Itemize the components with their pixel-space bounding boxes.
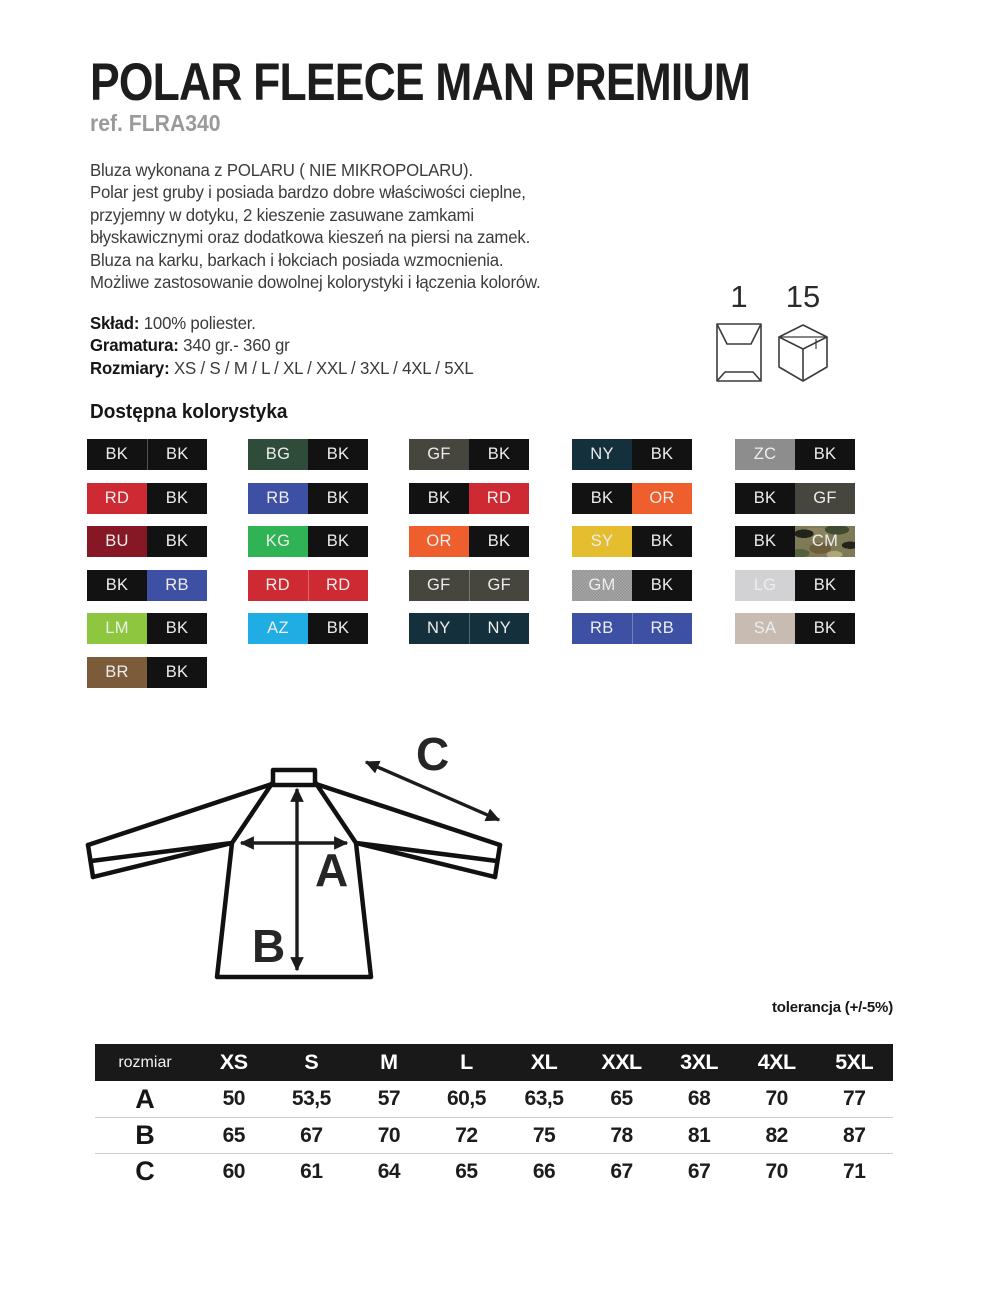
carton-pack: [776, 280, 830, 385]
color-swatch-bk-gf: [735, 483, 855, 514]
size-table: [95, 1044, 893, 1189]
measurement-value: 61: [300, 1159, 323, 1183]
color-swatch-ny-ny: [409, 613, 529, 644]
color-code: BG: [265, 445, 291, 463]
color-code: BK: [165, 619, 189, 638]
color-code: BK: [650, 445, 674, 463]
color-half-bg: [248, 439, 308, 470]
color-code: RB: [165, 575, 189, 594]
spec-line-gramatura: [90, 334, 474, 356]
color-code: OR: [649, 488, 675, 507]
color-swatch-ny-bk: [572, 439, 692, 470]
color-swatch-or-bk: [409, 526, 529, 557]
color-code: BK: [326, 619, 350, 638]
color-grid: [0, 439, 1000, 694]
color-half-br: [87, 657, 147, 688]
color-half-bk: [795, 613, 855, 644]
color-code: GF: [426, 575, 451, 594]
measurement-value: 50: [222, 1087, 245, 1110]
color-code: BK: [590, 488, 614, 507]
color-code: BK: [105, 445, 129, 463]
jacket-collar: [273, 770, 315, 785]
color-half-gm: [572, 570, 632, 601]
color-half-bk: [147, 613, 207, 644]
color-half-bk: [409, 483, 469, 514]
size-header-l: L: [460, 1050, 473, 1074]
measurement-value: 72: [455, 1123, 478, 1147]
size-table-corner-label: rozmiar: [118, 1053, 172, 1071]
spec-value: 100% poliester.: [143, 313, 256, 333]
description-line: Możliwe zastosowanie dowolnej kolorystyki i łączenia kolorów.: [90, 272, 541, 293]
size-header-m: M: [380, 1050, 398, 1074]
color-half-sa: [735, 613, 795, 644]
color-code: RB: [650, 619, 675, 638]
color-half-zc: [735, 439, 795, 470]
measurement-value: 67: [687, 1159, 711, 1183]
color-code: OR: [426, 532, 452, 551]
color-half-bk: [87, 570, 147, 601]
carton-box-icon: [776, 323, 830, 385]
color-swatch-bk-rb: [87, 570, 207, 601]
color-half-cm: [795, 526, 855, 557]
product-description: [90, 159, 540, 293]
measurement-value: 53,5: [291, 1087, 331, 1110]
tolerance-note: tolerancja (+/-5%): [771, 999, 893, 1016]
color-half-bk: [632, 570, 692, 601]
color-swatch-kg-bk: [248, 526, 368, 557]
color-code: BK: [165, 445, 189, 463]
color-half-bk: [308, 526, 368, 557]
color-half-lm: [87, 613, 147, 644]
color-column: [735, 439, 855, 644]
color-swatch-az-bk: [248, 613, 368, 644]
measurement-value: 60: [222, 1159, 245, 1183]
color-swatch-rd-bk: [87, 483, 207, 514]
size-header-4xl: 4XL: [757, 1050, 796, 1074]
size-table-header: [95, 1044, 893, 1081]
color-column: [409, 439, 529, 644]
color-code: BK: [427, 488, 451, 507]
size-table-body: [95, 1081, 893, 1189]
color-code: BR: [105, 662, 129, 681]
polybag-pack: [716, 280, 762, 385]
color-code: BU: [105, 532, 129, 551]
measurement-row-c: [95, 1153, 893, 1189]
color-code: AZ: [267, 619, 289, 638]
color-half-bk: [148, 439, 208, 470]
color-code: BK: [105, 575, 129, 594]
page-title: POLAR FLEECE MAN PREMIUM: [90, 53, 751, 112]
measurement-value: 82: [765, 1123, 788, 1147]
spec-label: Skład:: [90, 313, 140, 333]
color-half-ny: [572, 439, 632, 470]
color-half-rd: [87, 483, 147, 514]
color-half-gf: [409, 570, 470, 601]
color-half-rb: [147, 570, 207, 601]
description-line: przyjemny w dotyku, 2 kieszenie zasuwane zamkami: [90, 204, 474, 225]
measurement-row-label: A: [135, 1083, 155, 1114]
spec-label: Rozmiary:: [90, 357, 170, 378]
color-code: RB: [266, 488, 290, 507]
color-half-bk: [735, 483, 795, 514]
color-half-bk: [308, 613, 368, 644]
color-code: BK: [813, 445, 837, 463]
color-half-bk: [87, 439, 148, 470]
color-half-bk: [147, 657, 207, 688]
color-swatch-gf-bk: [409, 439, 529, 470]
measurement-value: 63,5: [524, 1087, 564, 1110]
measurement-value: 65: [455, 1159, 478, 1183]
color-swatch-rb-bk: [248, 483, 368, 514]
color-half-bk: [632, 439, 692, 470]
measurement-row-b: [95, 1117, 893, 1153]
color-half-sy: [572, 526, 632, 557]
color-code: BK: [326, 532, 350, 551]
color-half-rd: [469, 483, 529, 514]
measurement-row-label: C: [135, 1156, 155, 1186]
color-swatch-gf-gf: [409, 570, 529, 601]
color-swatch-bg-bk: [248, 439, 368, 470]
color-half-bk: [308, 439, 368, 470]
size-header-xs: XS: [219, 1050, 248, 1074]
color-code: GF: [487, 575, 511, 594]
color-swatch-sy-bk: [572, 526, 692, 557]
color-code: SA: [753, 619, 777, 638]
measurement-value: 67: [300, 1123, 323, 1147]
color-half-ny: [470, 613, 530, 644]
color-code: BK: [165, 662, 189, 681]
product-ref: ref. FLRA340: [90, 110, 221, 136]
measurement-value: 78: [610, 1123, 633, 1147]
color-code: BK: [165, 532, 189, 551]
color-swatch-rb-rb: [572, 613, 692, 644]
color-code: BK: [326, 445, 350, 463]
color-code: CM: [811, 532, 839, 551]
size-header-5xl: 5XL: [835, 1050, 874, 1074]
packaging-info: [716, 280, 830, 385]
color-half-or: [409, 526, 469, 557]
measurement-value: 75: [532, 1123, 556, 1147]
color-half-bk: [469, 526, 529, 557]
measurement-value: 77: [843, 1087, 866, 1110]
color-column: [248, 439, 368, 644]
measurement-value: 60,5: [447, 1087, 486, 1110]
description-line: błyskawicznymi oraz dodatkowa kieszeń na piersi na zamek.: [90, 227, 531, 248]
size-header-xxl: XXL: [601, 1050, 642, 1074]
spec-line-rozmiary: [90, 357, 474, 379]
color-half-rb: [633, 613, 693, 644]
measurement-value: 70: [377, 1123, 401, 1147]
color-swatch-br-bk: [87, 657, 207, 688]
color-code: BK: [165, 488, 189, 507]
color-swatch-rd-rd: [248, 570, 368, 601]
color-swatch-bk-rd: [409, 483, 529, 514]
measure-label-c: C: [416, 728, 450, 780]
measurement-value: 66: [532, 1159, 556, 1183]
measurement-value: 65: [610, 1087, 633, 1110]
color-code: BK: [487, 532, 511, 551]
color-half-bk: [308, 483, 368, 514]
description-line: Bluza na karku, barkach i łokciach posiada wzmocnienia.: [90, 249, 504, 270]
color-half-gf: [409, 439, 469, 470]
measurement-row-a: [95, 1081, 893, 1117]
color-swatch-lg-bk: [735, 570, 855, 601]
color-code: LM: [105, 619, 129, 638]
color-half-bk: [735, 526, 795, 557]
color-column: [572, 439, 692, 644]
measurement-value: 65: [222, 1123, 245, 1147]
color-code: NY: [590, 445, 614, 463]
measurement-value: 87: [843, 1123, 866, 1147]
color-swatch-sa-bk: [735, 613, 855, 644]
description-line: Bluza wykonana z POLARU ( NIE MIKROPOLARU).: [90, 160, 473, 180]
color-half-or: [632, 483, 692, 514]
measurement-value: 70: [765, 1087, 788, 1110]
color-half-gf: [795, 483, 855, 514]
color-code: BK: [487, 445, 511, 463]
color-half-bk: [632, 526, 692, 557]
size-header-3xl: 3XL: [680, 1050, 719, 1074]
color-code: RD: [486, 488, 512, 507]
color-code: NY: [487, 619, 512, 638]
spec-value: XS / S / M / L / XL / XXL / 3XL / 4XL / 5XL: [173, 357, 474, 378]
measurement-row-label: B: [135, 1120, 155, 1150]
color-code: BK: [753, 532, 777, 551]
color-half-rb: [248, 483, 308, 514]
measurement-value: 71: [843, 1159, 866, 1183]
color-column: [87, 439, 207, 688]
color-swatch-zc-bk: [735, 439, 855, 470]
measurement-value: 67: [610, 1159, 633, 1183]
color-half-kg: [248, 526, 308, 557]
color-code: BK: [650, 532, 674, 551]
color-half-bk: [795, 570, 855, 601]
color-code: RD: [265, 575, 290, 594]
color-code: GF: [813, 488, 837, 507]
color-code: GM: [588, 575, 616, 594]
color-swatch-gm-bk: [572, 570, 692, 601]
spec-value: 340 gr.- 360 gr: [183, 335, 290, 356]
color-code: ZC: [753, 445, 777, 463]
color-half-rd: [309, 570, 369, 601]
color-half-rb: [572, 613, 633, 644]
color-half-bk: [572, 483, 632, 514]
measurement-value: 70: [765, 1159, 788, 1183]
colors-heading: Dostępna kolorystyka: [90, 401, 288, 423]
color-half-lg: [735, 570, 795, 601]
color-code: NY: [426, 619, 451, 638]
color-code: RB: [589, 619, 614, 638]
carton-count: 15: [785, 279, 821, 314]
color-code: LG: [753, 575, 777, 594]
polybag-icon: [716, 323, 762, 383]
color-half-az: [248, 613, 308, 644]
measurement-value: 81: [687, 1123, 711, 1147]
color-swatch-lm-bk: [87, 613, 207, 644]
color-code: BK: [326, 488, 350, 507]
color-code: SY: [590, 532, 614, 551]
color-half-bu: [87, 526, 147, 557]
polybag-count: 1: [730, 279, 748, 314]
color-swatch-bk-or: [572, 483, 692, 514]
color-half-bk: [795, 439, 855, 470]
color-swatch-bk-cm: [735, 526, 855, 557]
description-line: Polar jest gruby i posiada bardzo dobre właściwości cieplne,: [90, 182, 526, 203]
color-code: BK: [813, 619, 837, 638]
measurement-value: 57: [377, 1087, 401, 1110]
color-swatch-bk-bk: [87, 439, 207, 470]
color-swatch-bu-bk: [87, 526, 207, 557]
measurement-value: 68: [687, 1087, 711, 1110]
color-code: GF: [427, 445, 451, 463]
color-code: RD: [326, 575, 351, 594]
measurement-value: 64: [377, 1159, 401, 1183]
color-code: BK: [753, 488, 777, 507]
color-half-ny: [409, 613, 470, 644]
color-code: BK: [650, 575, 674, 594]
measure-label-b: B: [252, 920, 286, 972]
color-half-bk: [469, 439, 529, 470]
spec-line-sklad: [90, 312, 474, 334]
color-half-rd: [248, 570, 309, 601]
color-code: BK: [813, 575, 837, 594]
color-code: RD: [104, 488, 130, 507]
measure-label-a: A: [315, 844, 349, 896]
spec-list: [90, 312, 474, 379]
color-half-bk: [147, 526, 207, 557]
spec-label: Gramatura:: [90, 335, 179, 356]
jacket-measurement-diagram: [75, 725, 515, 997]
color-half-gf: [470, 570, 530, 601]
color-half-bk: [147, 483, 207, 514]
color-code: KG: [265, 532, 291, 551]
size-header-s: S: [304, 1050, 319, 1074]
size-header-xl: XL: [530, 1050, 558, 1074]
